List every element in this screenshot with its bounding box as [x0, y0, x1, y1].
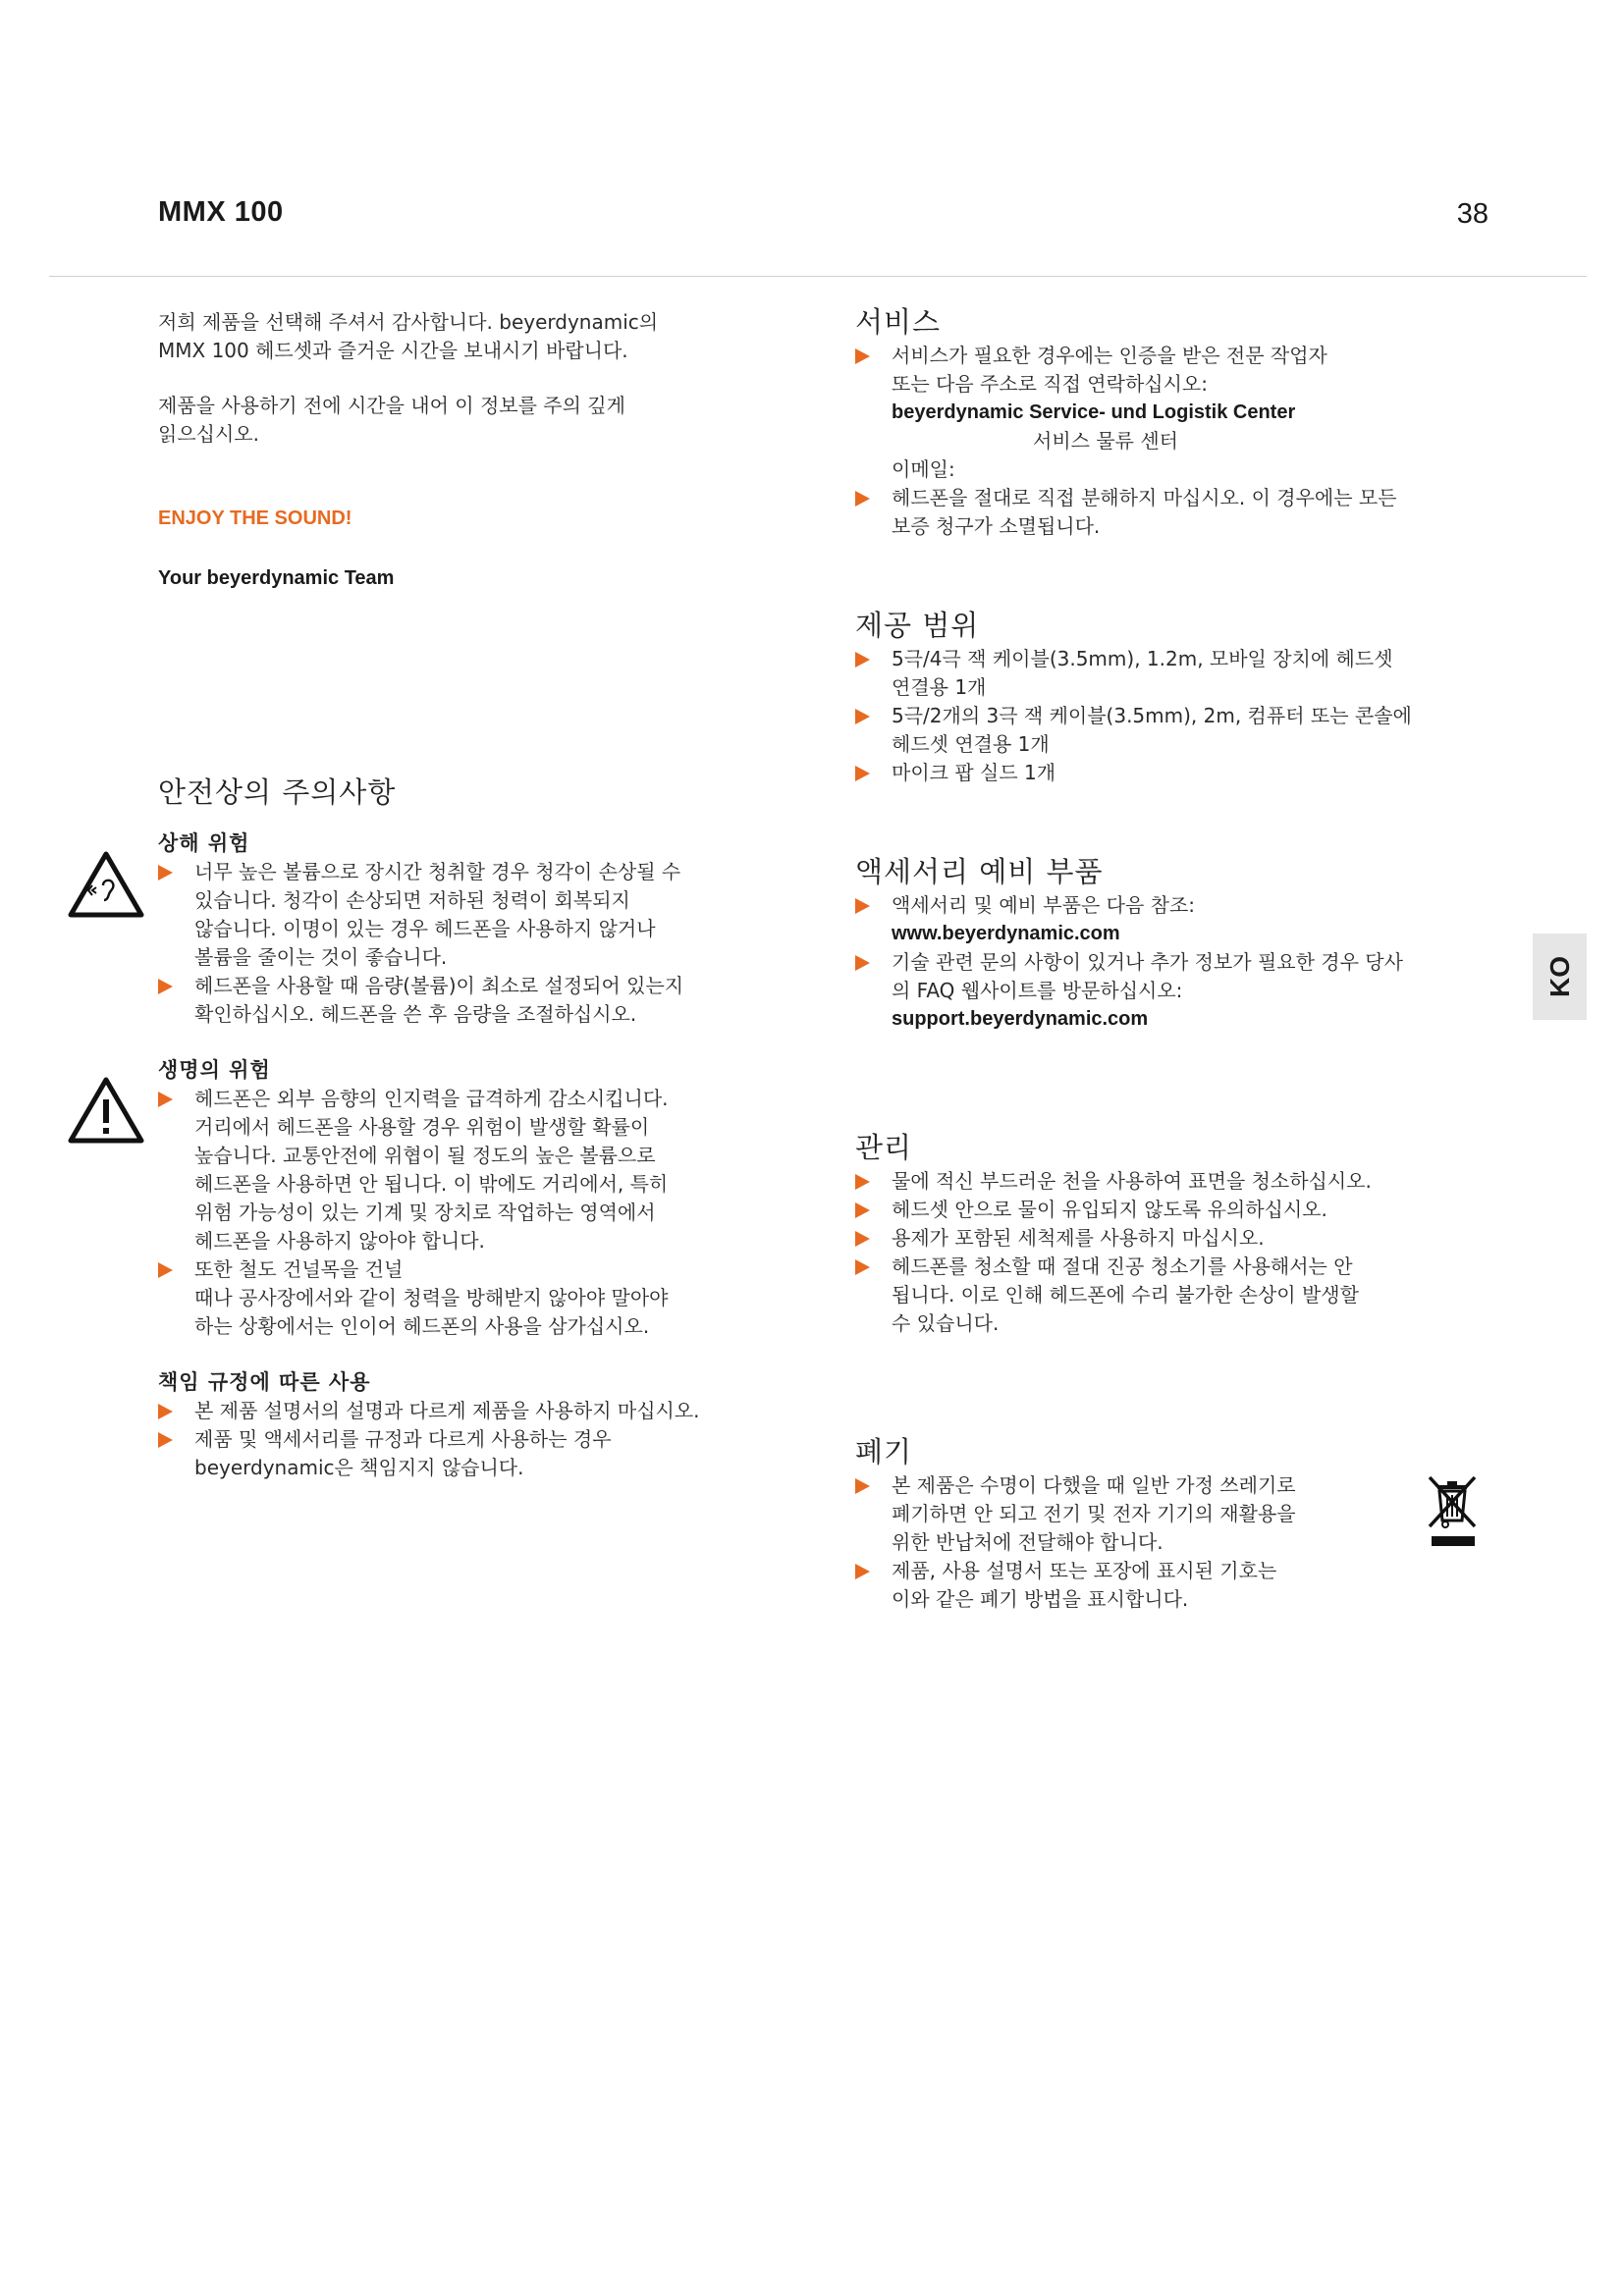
list-item: 헤드셋 안으로 물이 유입되지 않도록 유의하십시오. — [855, 1196, 1493, 1224]
right-column — [855, 304, 1493, 1614]
header-divider — [49, 276, 1587, 277]
intro-paragraph-1: 저희 제품을 선택해 주셔서 감사합니다. beyerdynamic의 MMX 100 헤드셋과 즐거운 시간을 보내시기 바랍니다. — [158, 310, 659, 362]
support-link[interactable]: support.beyerdynamic.com — [892, 1008, 1149, 1030]
service-list — [855, 342, 1493, 541]
list-item: 본 제품은 수명이 다했을 때 일반 가정 쓰레기로 폐기하면 안 되고 전기 및 전자 기기의 재활용을 위한 반납처에 전달해야 합니다. — [855, 1471, 1366, 1557]
service-heading: 서비스 — [855, 305, 942, 339]
intro-paragraph-2: 제품을 사용하기 전에 시간을 내어 이 정보를 주의 깊게 읽으십시오. — [158, 394, 625, 446]
list-item: 또한 철도 건널목을 건널 때나 공사장에서와 같이 청력을 방해받지 않아야 말아야 하는 상황에서는 인이어 헤드폰의 사용을 삼가십시오. — [158, 1255, 806, 1341]
language-tab-label: KO — [1543, 956, 1575, 997]
life-risk-heading: 생명의 위험 — [158, 1058, 271, 1082]
hearing-risk-list — [158, 858, 806, 1029]
list-item: 헤드폰를 청소할 때 절대 진공 청소기를 사용해서는 안 됩니다. 이로 인해 헤드폰에 수리 불가한 손상이 발생할 수 있습니다. — [855, 1253, 1493, 1338]
list-item: 물에 적신 부드러운 천을 사용하여 표면을 청소하십시오. — [855, 1167, 1493, 1196]
list-item: 5극/4극 잭 케이블(3.5mm), 1.2m, 모바일 장치에 헤드셋 연결용 1개 — [855, 645, 1493, 702]
team-signature: Your beyerdynamic Team — [158, 567, 395, 589]
left-column — [158, 308, 806, 1482]
list-item: 본 제품 설명서의 설명과 다르게 제품을 사용하지 마십시오. — [158, 1397, 806, 1425]
enjoy-slogan: ENJOY THE SOUND! — [158, 507, 352, 529]
scope-heading: 제공 범위 — [855, 609, 980, 642]
disposal-list — [855, 1471, 1366, 1614]
list-item: 서비스가 필요한 경우에는 인증을 받은 전문 작업자 또는 다음 주소로 직접 연락하십시오: beyerdynamic Service- und Logistik Center 서비스 물류 센터 이메일: — [855, 342, 1493, 484]
list-item: 용제가 포함된 세척제를 사용하지 마십시오. — [855, 1224, 1493, 1253]
danger-warning-icon — [68, 1076, 144, 1145]
hearing-risk-heading: 상해 위험 — [158, 831, 250, 855]
proper-use-heading: 책임 규정에 따른 사용 — [158, 1370, 371, 1394]
disposal-heading: 폐기 — [855, 1435, 913, 1468]
service-center-subtitle: 서비스 물류 센터 — [1033, 429, 1178, 453]
website-link[interactable]: www.beyerdynamic.com — [892, 923, 1120, 944]
scope-list — [855, 645, 1493, 787]
safety-heading: 안전상의 주의사항 — [158, 775, 397, 809]
list-item: 너무 높은 볼륨으로 장시간 청취할 경우 청각이 손상될 수 있습니다. 청각이 손상되면 저하된 청력이 회복되지 않습니다. 이명이 있는 경우 헤드폰을 사용하지 않거나 볼륨을 줄이는 것이 좋습니다. — [158, 858, 806, 972]
care-heading: 관리 — [855, 1131, 913, 1164]
list-item: 마이크 팝 실드 1개 — [855, 759, 1493, 787]
list-item: 제품, 사용 설명서 또는 포장에 표시된 기호는 이와 같은 폐기 방법을 표시합니다. — [855, 1557, 1366, 1614]
language-tab — [1533, 934, 1587, 1020]
list-item: 5극/2개의 3극 잭 케이블(3.5mm), 2m, 컴퓨터 또는 콘솔에 헤드셋 연결용 1개 — [855, 702, 1493, 759]
page-number: 38 — [1456, 198, 1489, 230]
list-item: 헤드폰을 절대로 직접 분해하지 마십시오. 이 경우에는 모든 보증 청구가 소멸됩니다. — [855, 484, 1493, 541]
list-item: 액세서리 및 예비 부품은 다음 참조: www.beyerdynamic.com — [855, 891, 1493, 948]
email-label: 이메일: — [892, 457, 955, 481]
list-item: 헤드폰을 사용할 때 음량(볼륨)이 최소로 설정되어 있는지 확인하십시오. 헤드폰을 쓴 후 음량을 조절하십시오. — [158, 972, 806, 1029]
accessories-list — [855, 891, 1493, 1034]
hearing-warning-icon — [68, 850, 144, 919]
accessories-heading: 액세서리 예비 부품 — [855, 855, 1104, 888]
document-title: MMX 100 — [158, 196, 284, 228]
list-item: 기술 관련 문의 사항이 있거나 추가 정보가 필요한 경우 당사 의 FAQ 웹사이트를 방문하십시오: support.beyerdynamic.com — [855, 948, 1493, 1034]
life-risk-list — [158, 1085, 806, 1341]
list-item: 헤드폰은 외부 음향의 인지력을 급격하게 감소시킵니다. 거리에서 헤드폰을 사용할 경우 위험이 발생할 확률이 높습니다. 교통안전에 위협이 될 정도의 높은 볼륨으로 헤드폰을 사용하면 안 됩니다. 이 밖에도 거리에서, 특히 위험 가능성이 있는 기계 및 장치로 작업하는 영역에서 헤드폰을 사용하지 않아야 합니다. — [158, 1085, 806, 1255]
proper-use-list — [158, 1397, 806, 1482]
service-center-name: beyerdynamic Service- und Logistik Center — [892, 401, 1296, 423]
care-list — [855, 1167, 1493, 1338]
list-item: 제품 및 액세서리를 규정과 다르게 사용하는 경우 beyerdynamic은 책임지지 않습니다. — [158, 1425, 806, 1482]
